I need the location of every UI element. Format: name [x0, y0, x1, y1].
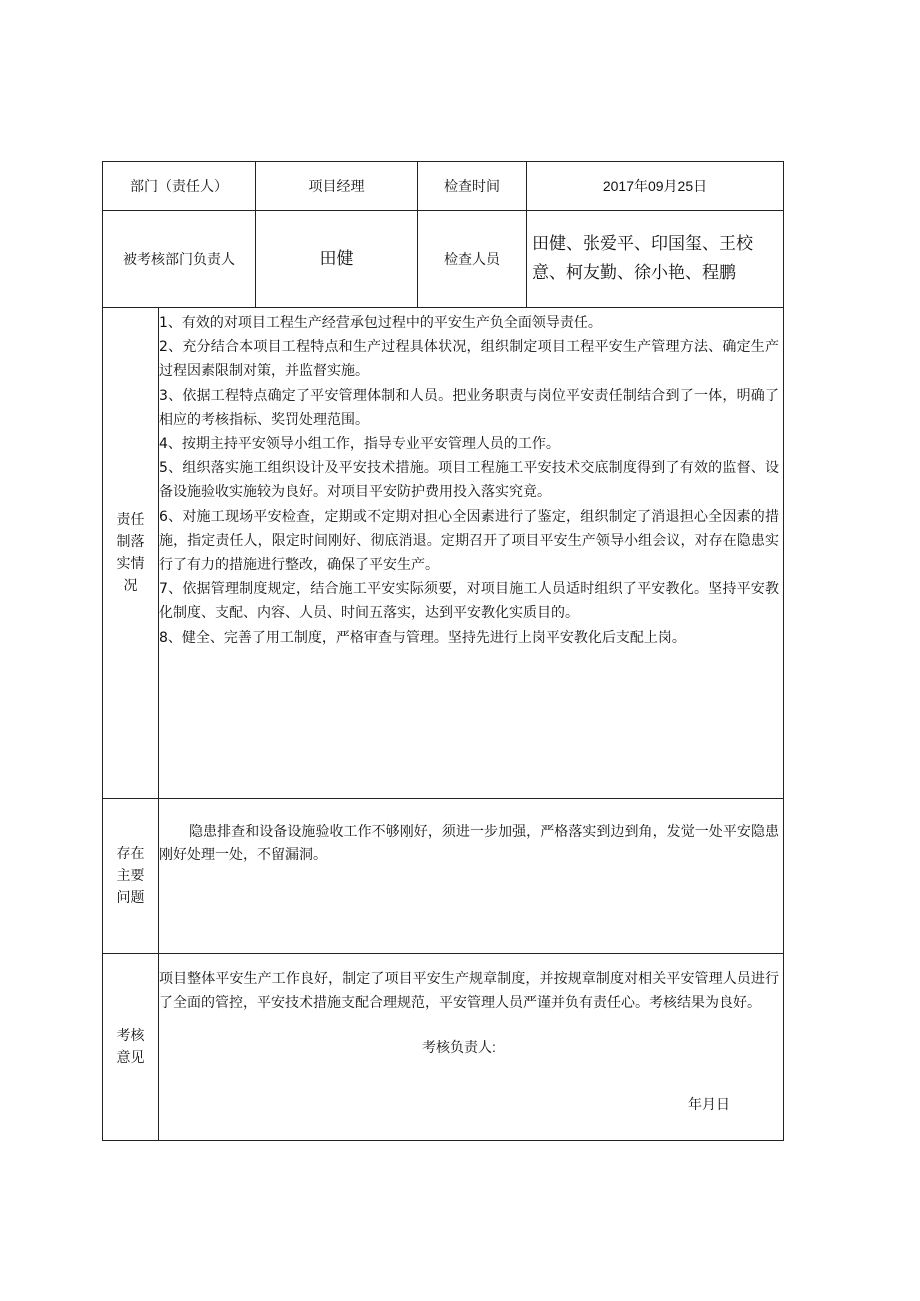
problems-text-block: [159, 821, 779, 867]
implementation-item: 5、组织落实施工组织设计及平安技术措施。项目工程施工平安技术交底制度得到了有效的监督、设备设施验收实施较为良好。对项目平安防护费用投入落实究竟。: [159, 460, 779, 501]
inspectors-value: 田健、张爱平、印国玺、王校意、柯友勤、徐小艳、程鹏: [532, 234, 753, 283]
dept-value: 项目经理: [308, 179, 365, 195]
check-time-value: 2017年09月25日: [602, 178, 708, 194]
implementation-list: [159, 311, 779, 650]
inspection-form: [102, 161, 784, 1141]
implementation-label: 责任制落实情况: [116, 512, 145, 594]
opinion-text: 项目整体平安生产工作良好，制定了项目平安生产规章制度，并按规章制度对相关平安管理人员进行了全面的管控，平安技术措施支配合理规范，平安管理人员严谨并负有责任心。考核结果为良好。: [159, 971, 779, 1012]
implementation-item: 2、充分结合本项目工程特点和生产过程具体状况，组织制定项目工程平安生产管理方法、确定生产过程因素限制对策，并监督实施。: [159, 339, 779, 380]
assessed-head-label: 被考核部门负责人: [123, 252, 235, 268]
signer-label: 考核负责人:: [422, 1039, 496, 1055]
opinion-text-block: [159, 967, 779, 1015]
problems-label: 存在主要问题: [116, 846, 145, 906]
row-divider-3: [102, 798, 784, 799]
implementation-item: 1、有效的对项目工程生产经营承包过程中的平安生产负全面领导责任。: [159, 315, 602, 331]
opinion-label: 考核意见: [116, 1028, 145, 1066]
implementation-item: 7、依据管理制度规定，结合施工平安实际须要，对项目施工人员适时组织了平安教化。坚持平安教化制度、支配、内容、人员、时间五落实，达到平安教化实质目的。: [159, 581, 779, 622]
problems-label-cell: [103, 799, 158, 953]
row-divider-2: [102, 307, 784, 308]
implementation-label-cell: [103, 308, 158, 798]
implementation-item: 4、按期主持平安领导小组工作，指导专业平安管理人员的工作。: [159, 436, 560, 453]
assessed-head-value: 田健: [319, 248, 354, 269]
border-bottom: [102, 1140, 784, 1141]
check-time-label: 检查时间: [444, 179, 500, 195]
inspectors-label: 检查人员: [444, 252, 500, 268]
dept-label: 部门（责任人）: [130, 179, 228, 195]
opinion-label-cell: [103, 954, 158, 1140]
row-divider-4: [102, 953, 784, 954]
border-right: [783, 161, 784, 1141]
implementation-item: 8、健全、完善了用工制度，严格审查与管理。坚持先进行上岗平安教化后支配上岗。: [159, 629, 686, 646]
date-label: 年月日: [688, 1096, 730, 1112]
implementation-item: 6、对施工现场平安检查，定期或不定期对担心全因素进行了鉴定，组织制定了消退担心全因素的措施，指定责任人，限定时间刚好、彻底消退。定期召开了项目平安生产领导小组会议，对存在隐患实行了有力的措施进行整改，确保了平安生产。: [159, 508, 779, 574]
implementation-item: 3、依据工程特点确定了平安管理体制和人员。把业务职责与岗位平安责任制结合到了一体，明确了相应的考核指标、奖罚处理范围。: [159, 387, 779, 428]
problems-text: 隐患排查和设备设施验收工作不够刚好，须进一步加强，严格落实到边到角，发觉一处平安隐患刚好处理一处，不留漏洞。: [159, 824, 779, 863]
